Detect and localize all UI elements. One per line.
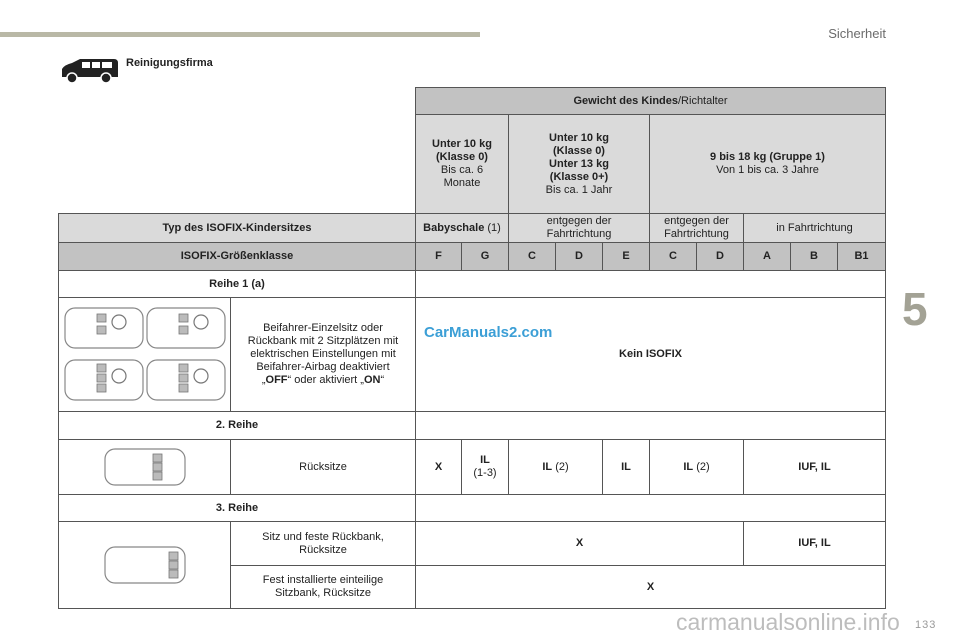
type-against-2: entgegen der Fahrtrichtung (649, 213, 744, 243)
section-title: Sicherheit (828, 26, 886, 41)
row3-value1-x: X (415, 521, 744, 566)
group-1-cell: Unter 10 kg (Klasse 0) Unter 13 kg (Klasse 0+) Bis ca. 1 Jahr (508, 114, 650, 214)
row2-value-e: IL (602, 439, 650, 495)
row2-label: 2. Reihe (58, 411, 416, 440)
row3-seat-diagram (58, 521, 231, 609)
chapter-number: 5 (902, 283, 928, 335)
row3-label: 3. Reihe (58, 494, 416, 522)
type-label: Typ des ISOFIX-Kindersitzes (58, 213, 416, 243)
size-class: B (790, 242, 838, 271)
watermark-top: CarManuals2.com (424, 324, 553, 341)
row3-desc2: Fest installierte einteilige Sitzbank, Rücksitze (230, 565, 416, 609)
size-class: F (415, 242, 462, 271)
size-class: E (602, 242, 650, 271)
vehicle-label: Reinigungsfirma (126, 57, 213, 69)
size-class: D (696, 242, 744, 271)
row3-spacer (415, 494, 886, 522)
row1-value: Kein ISOFIX (415, 297, 886, 412)
type-against-1: entgegen der Fahrtrichtung (508, 213, 650, 243)
seat-diagram-icon (61, 300, 229, 410)
row2-description: Rücksitze (230, 439, 416, 495)
row3-value1-iuf: IUF, IL (743, 521, 886, 566)
van-icon (58, 57, 120, 85)
size-class: C (508, 242, 556, 271)
size-class: B1 (837, 242, 886, 271)
row2-value-cd2: IL (2) (649, 439, 744, 495)
weight-header: Gewicht des Kindes/Richtalter (415, 87, 886, 115)
row1-seat-diagrams (58, 297, 231, 412)
size-class: C (649, 242, 697, 271)
group-2-cell: 9 bis 18 kg (Gruppe 1) Von 1 bis ca. 3 Jahre (649, 114, 886, 214)
row3-desc1: Sitz und feste Rückbank, Rücksitze (230, 521, 416, 566)
row2-seat-diagram (58, 439, 231, 495)
size-class: A (743, 242, 791, 271)
size-class: D (555, 242, 603, 271)
header-bar (0, 32, 480, 37)
type-forward: in Fahrtrichtung (743, 213, 886, 243)
car-seat-icon (103, 446, 187, 488)
row1-description: Beifahrer-Einzelsitz oder Rückbank mit 2 Sitzplätzen mit elektrischen Einstellungen mit Beifahrer-Airbag deaktiviert „OFF“ oder aktiviert „ON“ (230, 297, 416, 412)
size-label: ISOFIX-Größenklasse (58, 242, 416, 271)
row2-value-cd: IL (2) (508, 439, 603, 495)
row2-value-f: X (415, 439, 462, 495)
size-class: G (461, 242, 509, 271)
page-number: 133 (915, 619, 937, 631)
watermark-bottom: carmanualsonline.info (676, 609, 900, 635)
row2-spacer (415, 411, 886, 440)
group-0-cell: Unter 10 kg (Klasse 0) Bis ca. 6 Monate (415, 114, 509, 214)
type-babyschale: Babyschale (1) (415, 213, 509, 243)
row2-value-g: IL (1-3) (461, 439, 509, 495)
row3-value2-x: X (415, 565, 886, 609)
row1-spacer (415, 270, 886, 298)
row1-label: Reihe 1 (a) (58, 270, 416, 298)
row2-value-ab: IUF, IL (743, 439, 886, 495)
car-seat-icon (103, 544, 187, 586)
